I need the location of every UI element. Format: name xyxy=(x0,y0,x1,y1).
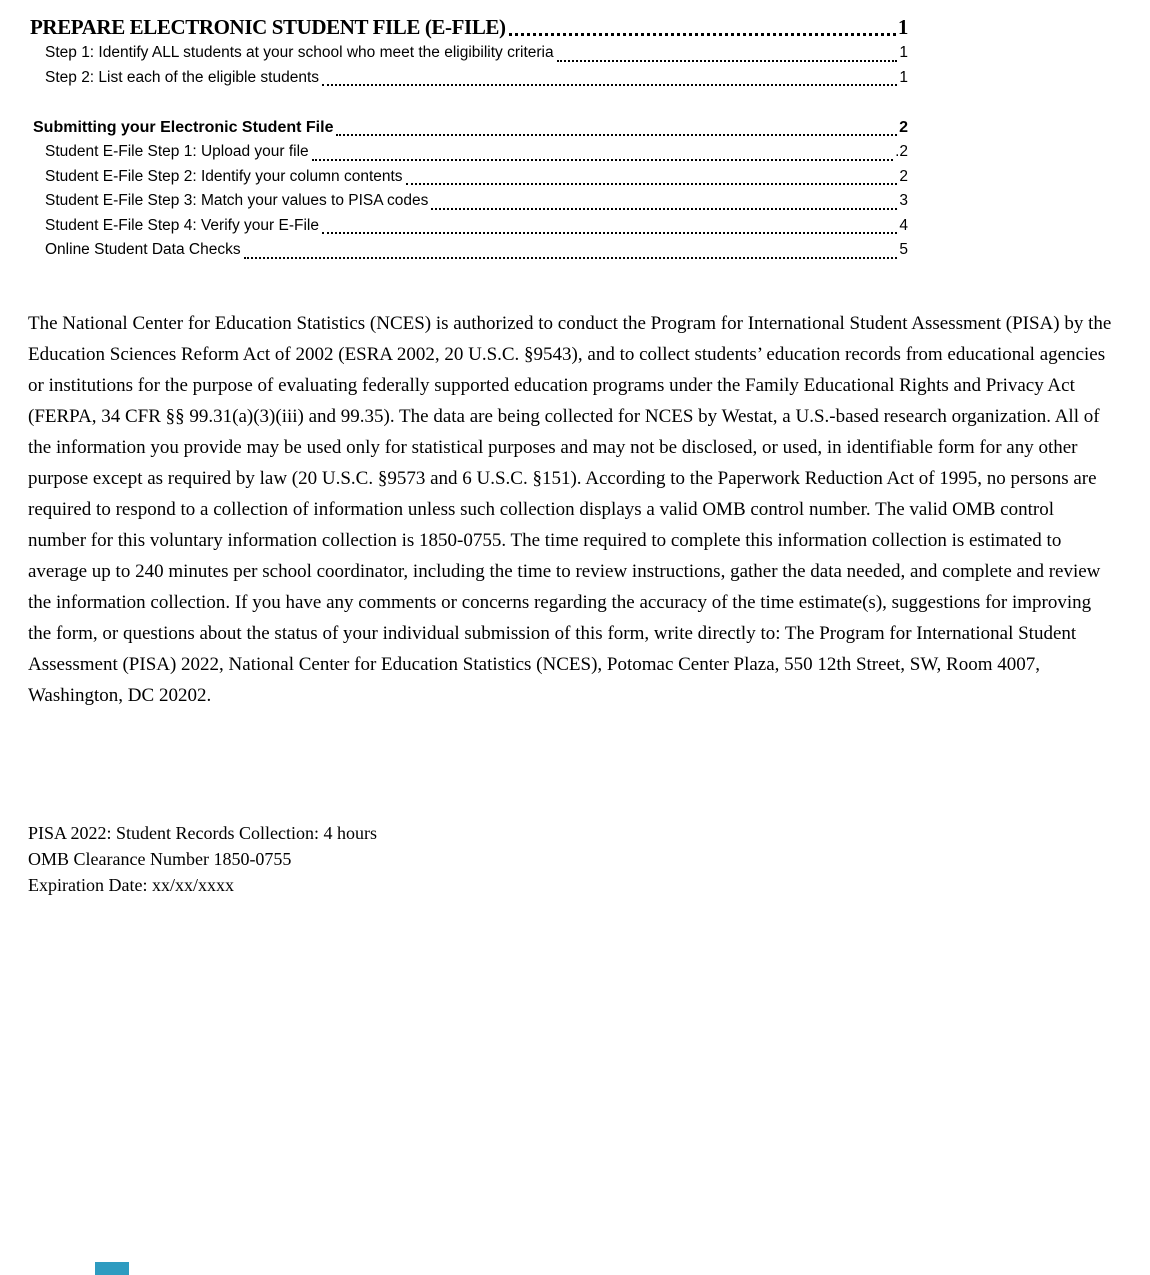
toc-entry-page: 5 xyxy=(899,241,908,258)
toc-entry-label: Student E-File Step 4: Verify your E-File xyxy=(45,216,319,234)
toc-entry-label: Student E-File Step 1: Upload your file xyxy=(45,143,309,160)
dot-leader xyxy=(509,33,896,36)
toc-entry-page: 3 xyxy=(899,192,908,209)
toc-entry-page: 2 xyxy=(899,167,908,185)
toc-entry-label: Online Student Data Checks xyxy=(45,241,241,258)
footer-line-collection: PISA 2022: Student Records Collection: 4 hours xyxy=(28,823,377,843)
toc-section-1-heading[interactable] xyxy=(30,14,908,41)
toc-entry-label: Step 2: List each of the eligible students xyxy=(45,68,320,86)
dot-leader xyxy=(336,134,897,136)
toc-section-2-title: Submitting your Electronic Student File xyxy=(33,119,334,136)
toc-entry-page: 1 xyxy=(899,44,908,61)
dot-leader xyxy=(244,257,898,259)
toc-entry-efile-step-4[interactable] xyxy=(30,214,908,239)
toc-entry-efile-step-3[interactable] xyxy=(30,189,908,214)
footer-line-expiration: Expiration Date: xx/xx/xxxx xyxy=(28,875,234,895)
toc-section-1-title: PREPARE ELECTRONIC STUDENT FILE (E-FILE) xyxy=(30,15,506,39)
table-of-contents xyxy=(30,14,908,263)
toc-entry-online-data-checks[interactable] xyxy=(30,238,908,263)
bottom-left-marker xyxy=(95,1262,129,1275)
dot-leader xyxy=(557,60,898,62)
toc-entry-step-2[interactable] xyxy=(30,66,908,91)
toc-entry-label: Student E-File Step 2: Identify your column contents xyxy=(45,167,403,185)
toc-entry-efile-step-1[interactable] xyxy=(30,140,908,165)
dot-leader xyxy=(312,159,893,161)
authorization-paragraph: The National Center for Education Statistics (NCES) is authorized to conduct the Program for International Student Assessment (PISA) by the Education Sciences Reform Act of 2002 (ESRA 2002, 20 U.S.C. §9543), and to collect students’ education records from educational agencies or institutions for the purpose of evaluating federally supported education programs under the Family Educational Rights and Privacy Act (FERPA, 34 CFR §§ 99.31(a)(3)(iii) and 99.35). The data are being collected for NCES by Westat, a U.S.-based research organization. All of the information you provide may be used only for statistical purposes and may not be disclosed, or used, in identifiable form for any other purpose except as required by law (20 U.S.C. §9573 and 6 U.S.C. §151). According to the Paperwork Reduction Act of 1995, no persons are required to respond to a collection of information unless such collection displays a valid OMB control number. The valid OMB control number for this voluntary information collection is 1850-0755. The time required to complete this information collection is estimated to average up to 240 minutes per school coordinator, including the time to review instructions, gather the data needed, and complete and review the information collection. If you have any comments or concerns regarding the accuracy of the time estimate(s), suggestions for improving the form, or questions about the status of your individual submission of this form, write directly to: The Program for International Student Assessment (PISA) 2022, National Center for Education Statistics (NCES), Potomac Center Plaza, 550 12th Street, SW, Room 4007, Washington, DC 20202. xyxy=(28,313,1112,706)
toc-section-1-page: 1 xyxy=(897,15,908,39)
toc-entry-page: 4 xyxy=(899,216,908,234)
omb-footer xyxy=(28,820,377,898)
toc-entry-label: Step 1: Identify ALL students at your school who meet the eligibility criteria xyxy=(45,44,554,61)
toc-section-2-heading[interactable] xyxy=(30,115,908,140)
dot-leader xyxy=(431,208,897,210)
toc-entry-label: Student E-File Step 3: Match your values to PISA codes xyxy=(45,192,429,209)
toc-entry-step-1[interactable] xyxy=(30,41,908,66)
toc-entry-page: .2 xyxy=(895,143,908,160)
dot-leader xyxy=(322,232,897,234)
toc-entry-page: 1 xyxy=(899,68,908,86)
toc-section-2-page: 2 xyxy=(899,119,908,136)
footer-line-omb-number: OMB Clearance Number 1850-0755 xyxy=(28,849,292,869)
dot-leader xyxy=(406,183,898,185)
dot-leader xyxy=(322,84,897,86)
toc-entry-efile-step-2[interactable] xyxy=(30,165,908,190)
